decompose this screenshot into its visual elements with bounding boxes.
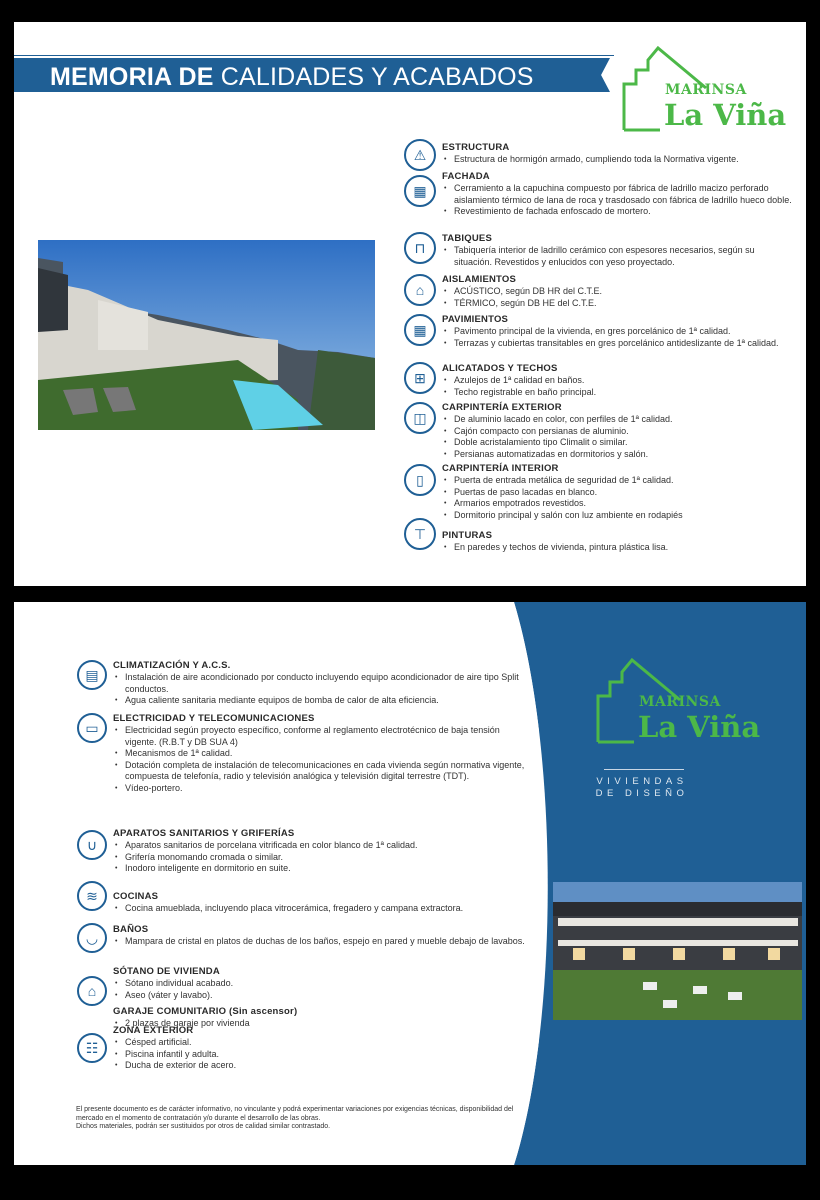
section-title: PAVIMIENTOS	[442, 314, 509, 325]
logo-marinsa: MARINSA	[639, 694, 721, 710]
disclaimer-line: El presente documento es de carácter informativo, no vinculante y podrá experimentar variaciones por exigencias técnicas, disponibilidad del mercado en el momento de contratación y/o durante el desarrollo de las obras.	[76, 1106, 514, 1122]
section-items	[113, 725, 533, 795]
section-title: BAÑOS	[113, 924, 149, 935]
list-item: • TÉRMICO, según DB HE del C.T.E.	[442, 298, 792, 310]
section-1	[442, 171, 792, 218]
section-items	[113, 936, 533, 948]
list-item: • Césped artificial.	[113, 1037, 533, 1049]
section-4	[113, 924, 533, 948]
disclaimer-line: Dichos materiales, podrán ser sustituidos por otros de calidad similar contrastado.	[76, 1123, 331, 1131]
tagline-rule	[604, 769, 684, 770]
tagline-line-2: DE DISEÑO	[595, 788, 689, 799]
section-title: CLIMATIZACIÓN Y A.C.S.	[113, 660, 231, 671]
logo-marinsa: MARINSA	[665, 82, 747, 98]
basement-house-icon: ⌂	[77, 976, 107, 1006]
list-item: • Revestimiento de fachada enfoscado de mortero.	[442, 206, 792, 218]
section-title: APARATOS SANITARIOS Y GRIFERÍAS	[113, 828, 295, 839]
section-items	[113, 978, 533, 1001]
list-item: • Ducha de exterior de acero.	[113, 1060, 533, 1072]
section-7	[442, 463, 792, 521]
section-1	[113, 713, 533, 795]
section-items	[113, 1037, 533, 1072]
tagline-line-1: VIVIENDAS	[596, 776, 688, 787]
section-items	[113, 840, 533, 875]
section-items	[442, 475, 792, 521]
list-item: • Inodoro inteligente en dormitorio en suite.	[113, 863, 533, 875]
brand-logo	[620, 46, 800, 138]
list-item: • Azulejos de 1ª calidad en baños.	[442, 375, 792, 387]
tiles-icon: ⊞	[404, 362, 436, 394]
door-icon: ▯	[404, 464, 436, 496]
development-photo	[38, 240, 375, 430]
tagline	[592, 776, 692, 800]
section-items	[442, 245, 792, 268]
section-0	[442, 142, 792, 166]
section-3	[113, 891, 533, 915]
logo-la-vina: La Viña	[638, 710, 761, 744]
section-title: SÓTANO DE VIVIENDA	[113, 966, 220, 977]
section-2	[113, 828, 533, 875]
crane-icon: ⚠	[404, 139, 436, 171]
logo-la-vina: La Viña	[664, 98, 787, 132]
list-item: • Persianas automatizadas en dormitorios y salón.	[442, 449, 792, 461]
list-item: • Estructura de hormigón armado, cumpliendo toda la Normativa vigente.	[442, 154, 792, 166]
pool-ladder-icon: ☷	[77, 1033, 107, 1063]
section-items	[442, 326, 792, 349]
list-item: • Instalación de aire acondicionado por conducto incluyendo equipo acondicionador de aire tipo Split conductos.	[113, 672, 533, 695]
list-item: • Aparatos sanitarios de porcelana vitrificada en color blanco de 1ª calidad.	[113, 840, 533, 852]
list-item: • Aseo (váter y lavabo).	[113, 990, 533, 1002]
section-0	[113, 660, 533, 707]
kitchen-hood-icon: ≋	[77, 881, 107, 911]
window-icon: ◫	[404, 402, 436, 434]
section-items	[442, 542, 792, 554]
list-item: • 2 plazas de garaje por vivienda	[113, 1018, 533, 1030]
list-item: • Terrazas y cubiertas transitables en gres porcelánico antideslizante de 1ª calidad.	[442, 338, 792, 350]
section-items	[113, 903, 533, 915]
list-item: • Cocina amueblada, incluyendo placa vitrocerámica, fregadero y campana extractora.	[113, 903, 533, 915]
list-item: • Sótano individual acabado.	[113, 978, 533, 990]
section-title: ALICATADOS Y TECHOS	[442, 363, 558, 374]
section-title: COCINAS	[113, 891, 159, 902]
section-title: CARPINTERÍA EXTERIOR	[442, 402, 562, 413]
list-item: • Dotación completa de instalación de telecomunicaciones en cada vivienda según normativa vigente, compuesta de telefonía, radio y televisión analógica y televisión digital terrestre (TDT).	[113, 760, 533, 783]
floor-tiles-icon: ▦	[404, 314, 436, 346]
section-title: GARAJE COMUNITARIO (Sin ascensor)	[113, 1006, 298, 1017]
section-title: ZONA EXTERIOR	[113, 1025, 194, 1036]
page-2	[14, 602, 806, 1165]
section-5	[442, 363, 792, 398]
townhouses-photo	[553, 882, 802, 1020]
page-title	[50, 63, 534, 92]
list-item: • Armarios empotrados revestidos.	[442, 498, 792, 510]
list-item: • Doble acristalamiento tipo Climalit o similar.	[442, 437, 792, 449]
list-item: • Cerramiento a la capuchina compuesto por fábrica de ladrillo macizo perforado aislamiento térmico de lana de roca y trasdosado con fábrica de ladrillo hueco doble.	[442, 183, 792, 206]
page-1	[14, 22, 806, 586]
section-items	[113, 672, 533, 707]
air-conditioner-icon: ▤	[77, 660, 107, 690]
list-item: • Agua caliente sanitaria mediante equipos de bomba de calor de alta eficiencia.	[113, 695, 533, 707]
section-items	[442, 154, 792, 166]
title-bold: MEMORIA DE	[50, 63, 214, 91]
list-item: • Mecanismos de 1ª calidad.	[113, 748, 533, 760]
section-title: FACHADA	[442, 171, 490, 182]
banner-rule	[14, 55, 614, 56]
list-item: • Electricidad según proyecto específico, conforme al reglamento electrotécnico de baja tensión vigente. (R.B.T y DB SUA 4)	[113, 725, 533, 748]
disclaimer	[76, 1106, 536, 1132]
insulated-house-icon: ⌂	[404, 274, 436, 306]
list-item: • Puerta de entrada metálica de seguridad de 1ª calidad.	[442, 475, 792, 487]
section-items	[442, 375, 792, 398]
paint-roller-icon: ⊤	[404, 518, 436, 550]
brand-logo-panel	[594, 658, 774, 750]
section-6	[442, 402, 792, 460]
section-title: CARPINTERÍA INTERIOR	[442, 463, 559, 474]
section-4	[442, 314, 792, 349]
list-item: • En paredes y techos de vivienda, pintura plástica lisa.	[442, 542, 792, 554]
section-title: PINTURAS	[442, 530, 493, 541]
section-items	[442, 414, 792, 460]
list-item: • Dormitorio principal y salón con luz ambiente en rodapiés	[442, 510, 792, 522]
list-item: • Puertas de paso lacadas en blanco.	[442, 487, 792, 499]
section-items	[442, 286, 792, 309]
section-title: ESTRUCTURA	[442, 142, 510, 153]
list-item: • Mampara de cristal en platos de duchas de los baños, espejo en pared y mueble debajo de lavabos.	[113, 936, 533, 948]
pipe-icon: ∪	[77, 830, 107, 860]
list-item: • ACÚSTICO, según DB HR del C.T.E.	[442, 286, 792, 298]
section-title: TABIQUES	[442, 233, 492, 244]
partition-icon: ⊓	[404, 232, 436, 264]
list-item: • Techo registrable en baño principal.	[442, 387, 792, 399]
section-3	[442, 274, 792, 309]
list-item: • Pavimento principal de la vivienda, en gres porcelánico de 1ª calidad.	[442, 326, 792, 338]
section-8	[442, 530, 792, 554]
section-5	[113, 966, 533, 1001]
list-item: • Piscina infantil y adulta.	[113, 1049, 533, 1061]
section-2	[442, 233, 792, 268]
list-item: • Grifería monomando cromada o similar.	[113, 852, 533, 864]
list-item: • De aluminio lacado en color, con perfiles de 1ª calidad.	[442, 414, 792, 426]
electric-socket-icon: ▭	[77, 713, 107, 743]
section-7	[113, 1025, 533, 1072]
list-item: • Cajón compacto con persianas de aluminio.	[442, 426, 792, 438]
toilet-icon: ◡	[77, 923, 107, 953]
section-title: ELECTRICIDAD Y TELECOMUNICACIONES	[113, 713, 315, 724]
title-regular: CALIDADES Y ACABADOS	[220, 63, 534, 91]
list-item: • Vídeo-portero.	[113, 783, 533, 795]
section-items	[442, 183, 792, 218]
section-title: AISLAMIENTOS	[442, 274, 517, 285]
list-item: • Tabiquería interior de ladrillo cerámico con espesores necesarios, según su situación. Revestidos y enlucidos con yeso proyectado.	[442, 245, 792, 268]
brick-wall-icon: ▦	[404, 175, 436, 207]
